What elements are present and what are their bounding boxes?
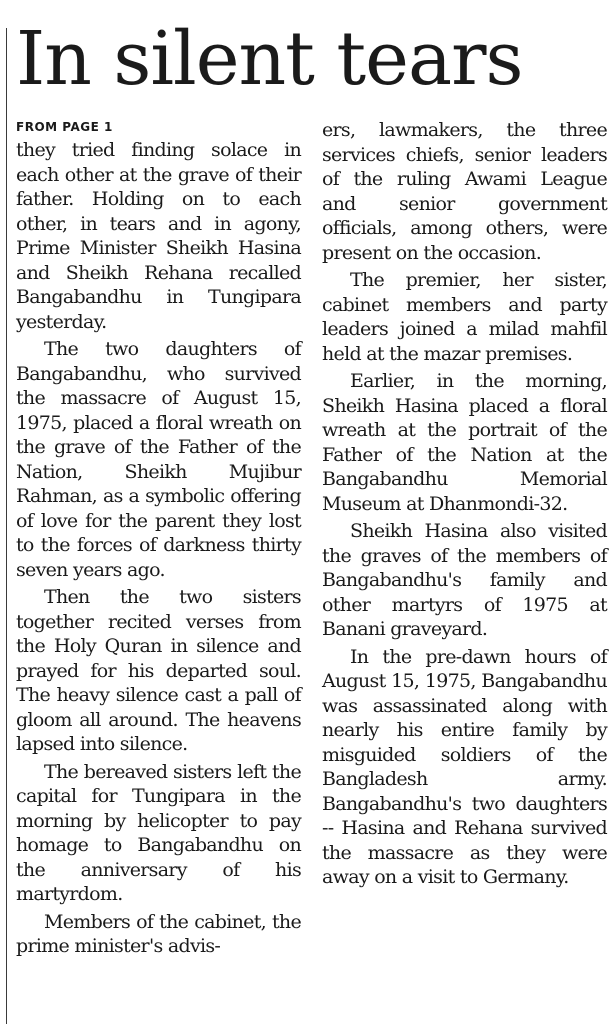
paragraph: The bereaved sisters left the capital for Tungipara in the morning by helicopter to pay homage to Bangabandhu on the anniversary of his martyrdom.	[16, 760, 301, 905]
paragraph: In the pre-dawn hours of August 15, 1975, Bangabandhu was assassinated along with nearly his entire family by misguided soldiers of the Bangladesh army. Bangabandhu's two daughters -- Hasina and Rehana survived the massacre as they were away on a visit to Germany.	[322, 645, 607, 888]
column-rule	[6, 28, 7, 1024]
article-column-right	[322, 118, 607, 893]
kicker: FROM PAGE 1	[16, 120, 113, 134]
paragraph: they tried finding solace in each other at the grave of their father. Holding on to each other, in tears and in agony, Prime Minister Sheikh Hasina and Sheikh Rehana recalled Bangabandhu in Tungipara yesterday.	[16, 139, 301, 333]
paragraph: Earlier, in the morning, Sheikh Hasina placed a floral wreath at the portrait of the Father of the Nation at the Bangabandhu Memorial Museum at Dhanmondi-32.	[322, 370, 607, 515]
paragraph: The two daughters of Bangabandhu, who survived the massacre of August 15, 1975, placed a floral wreath on the grave of the Father of the Nation, Sheikh Mujibur Rahman, as a symbolic offering of love for the parent they lost to the forces of darkness thirty seven years ago.	[16, 338, 301, 581]
article-column-left	[16, 116, 301, 962]
paragraph: ers, lawmakers, the three services chiefs, senior leaders of the ruling Awami League and senior government officials, among others, were present on the occasion.	[322, 119, 607, 264]
headline: In silent tears	[16, 16, 523, 102]
paragraph: The premier, her sister, cabinet members and party leaders joined a milad mahfil held at the mazar premises.	[322, 269, 607, 365]
paragraph: Then the two sisters together recited verses from the Holy Quran in silence and prayed for his departed soul. The heavy silence cast a pall of gloom all around. The heavens lapsed into silence.	[16, 586, 301, 755]
paragraph: Sheikh Hasina also visited the graves of the members of Bangabandhu's family and other martyrs of 1975 at Banani graveyard.	[322, 520, 607, 640]
paragraph: Members of the cabinet, the prime minister's advis-	[16, 910, 301, 957]
